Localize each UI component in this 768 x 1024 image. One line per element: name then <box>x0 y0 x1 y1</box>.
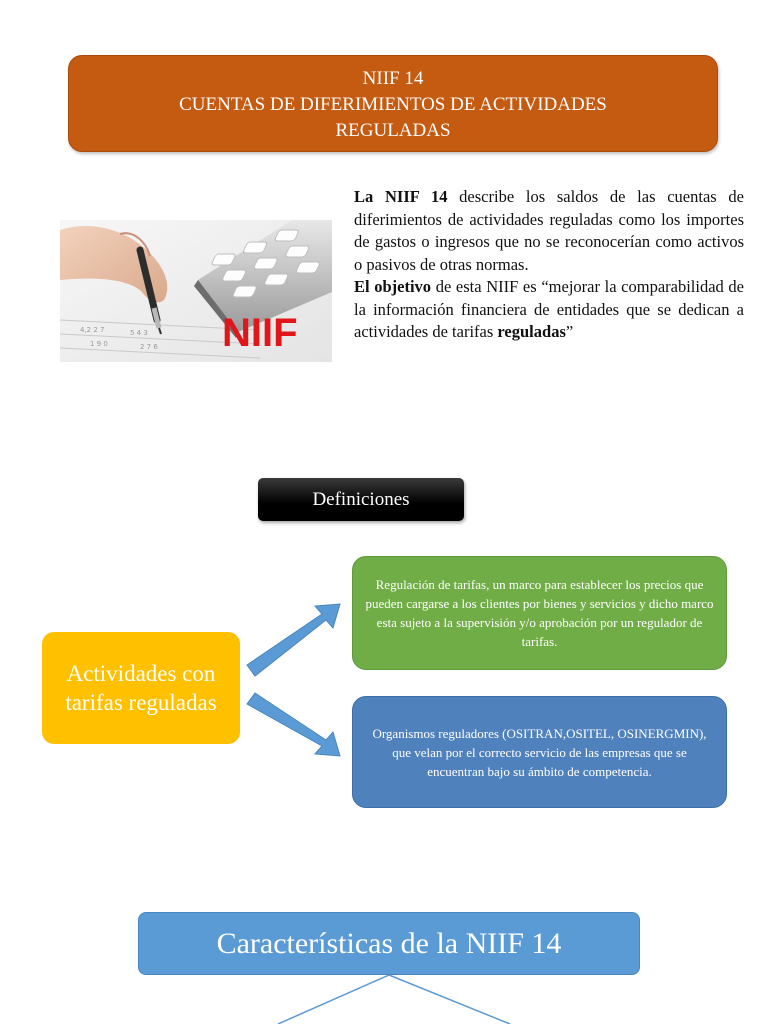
svg-text:1 9 0: 1 9 0 <box>90 340 108 348</box>
activity-line-1: Actividades con <box>66 661 216 686</box>
arrow-up-right <box>247 604 340 676</box>
intro-bold-4: reguladas <box>497 322 566 341</box>
features-title: Características de la NIIF 14 <box>216 926 562 960</box>
intro-bold-1: La NIIF 14 <box>354 187 448 206</box>
features-title-box <box>138 912 640 975</box>
definition-rate-regulation <box>352 556 727 670</box>
intro-bold-2: El objetivo <box>354 277 432 296</box>
connector-line-right <box>389 975 510 1024</box>
definition-regulators-text: Organismos reguladores (OSITRAN,OSITEL, OSINERGMIN), que velan por el correcto servicio de las empresas que se encuentran bajo su ámbito de competencia. <box>372 725 707 779</box>
connector-line-left <box>278 975 389 1024</box>
definitions-label: Definiciones <box>258 478 464 521</box>
title-line-1: NIIF 14 <box>362 68 424 89</box>
niif-photo-label: NIIF <box>222 311 298 355</box>
svg-text:2 7 6: 2 7 6 <box>140 343 158 351</box>
intro-text-2b: la comparabilidad de la información financiera de entidades que se dedican a actividades de tarifas <box>354 277 744 341</box>
definition-regulators <box>352 696 727 808</box>
activity-line-2: tarifas reguladas <box>65 690 217 715</box>
definition-rate-regulation-text: Regulación de tarifas, un marco para establecer los precios que pueden cargarse a los clientes por bienes y servicios y dicho marco esta sujeto a la supervisión y/o aprobación por un regulador de tarifas. <box>365 577 714 649</box>
intro-text-2c: ” <box>565 322 574 341</box>
title-line-2: CUENTAS DE DIFERIMIENTOS DE ACTIVIDADES <box>179 94 607 115</box>
intro-text-1: describe los saldos de las cuentas de diferimientos de actividades reguladas como los importes de gastos o ingresos que no se reconocerían como activos o pasivos de otras normas. <box>354 187 744 274</box>
svg-text:4,2 2 7: 4,2 2 7 <box>80 326 105 334</box>
intro-text-2a: de esta NIIF es “ <box>431 277 549 296</box>
svg-text:5 4 3: 5 4 3 <box>130 329 148 337</box>
title-line-3: REGULADAS <box>335 120 451 141</box>
arrow-down-right <box>247 693 340 756</box>
intro-bold-3: mejorar <box>548 277 600 296</box>
